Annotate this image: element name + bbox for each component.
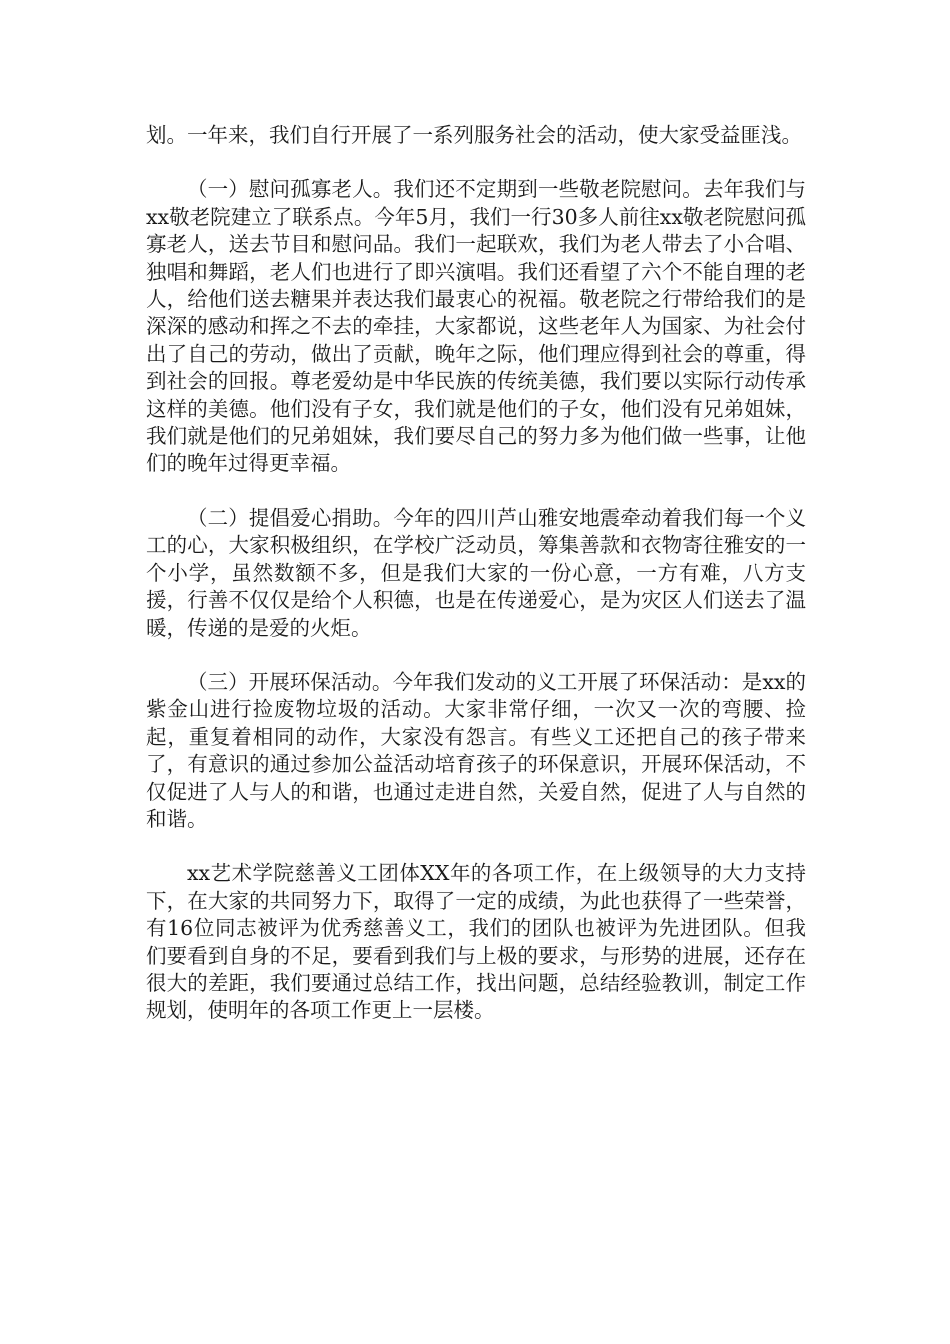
- document-body: [146, 122, 806, 1052]
- paragraph-visiting-elderly: （一）慰问孤寡老人。我们还不定期到一些敬老院慰问。去年我们与xx敬老院建立了联系点。今年5月，我们一行30多人前往xx敬老院慰问孤寡老人，送去节目和慰问品。我们一起联欢，我们为老人带去了小合唱、独唱和舞蹈，老人们也进行了即兴演唱。我们还看望了六个不能自理的老人，给他们送去糖果并表达我们最衷心的祝福。敬老院之行带给我们的是深深的感动和挥之不去的牵挂，大家都说，这些老年人为国家、为社会付出了自己的劳动，做出了贡献，晚年之际，他们理应得到社会的尊重，得到社会的回报。尊老爱幼是中华民族的传统美德，我们要以实际行动传承这样的美德。他们没有子女，我们就是他们的子女，他们没有兄弟姐妹，我们就是他们的兄弟姐妹，我们要尽自己的努力多为他们做一些事，让他们的晚年过得更幸福。: [146, 177, 806, 476]
- paragraph-charity-donation: （二）提倡爱心捐助。今年的四川芦山雅安地震牵动着我们每一个义工的心，大家积极组织，在学校广泛动员，筹集善款和衣物寄往雅安的一个小学，虽然数额不多，但是我们大家的一份心意，一方有难，八方支援，行善不仅仅是给个人积德，也是在传递爱心，是为灾区人们送去了温暖，传递的是爱的火炬。: [146, 505, 806, 640]
- paragraph-environmental-activity: （三）开展环保活动。今年我们发动的义工开展了环保活动：是xx的紫金山进行捡废物垃圾的活动。大家非常仔细，一次又一次的弯腰、捡起，重复着相同的动作，大家没有怨言。有些义工还把自己的孩子带来了，有意识的通过参加公益活动培育孩子的环保意识，开展环保活动，不仅促进了人与人的和谐，也通过走进自然，关爱自然，促进了人与自然的和谐。: [146, 669, 806, 831]
- paragraph-continuation: 划。一年来，我们自行开展了一系列服务社会的活动，使大家受益匪浅。: [146, 123, 802, 147]
- paragraph-summary: xx艺术学院慈善义工团体XX年的各项工作，在上级领导的大力支持下，在大家的共同努力下，取得了一定的成绩，为此也获得了一些荣誉，有16位同志被评为优秀慈善义工，我们的团队也被评为先进团队。但我们要看到自身的不足，要看到我们与上极的要求，与形势的进展，还存在很大的差距，我们要通过总结工作，找出问题，总结经验教训，制定工作规划，使明年的各项工作更上一层楼。: [146, 861, 806, 1023]
